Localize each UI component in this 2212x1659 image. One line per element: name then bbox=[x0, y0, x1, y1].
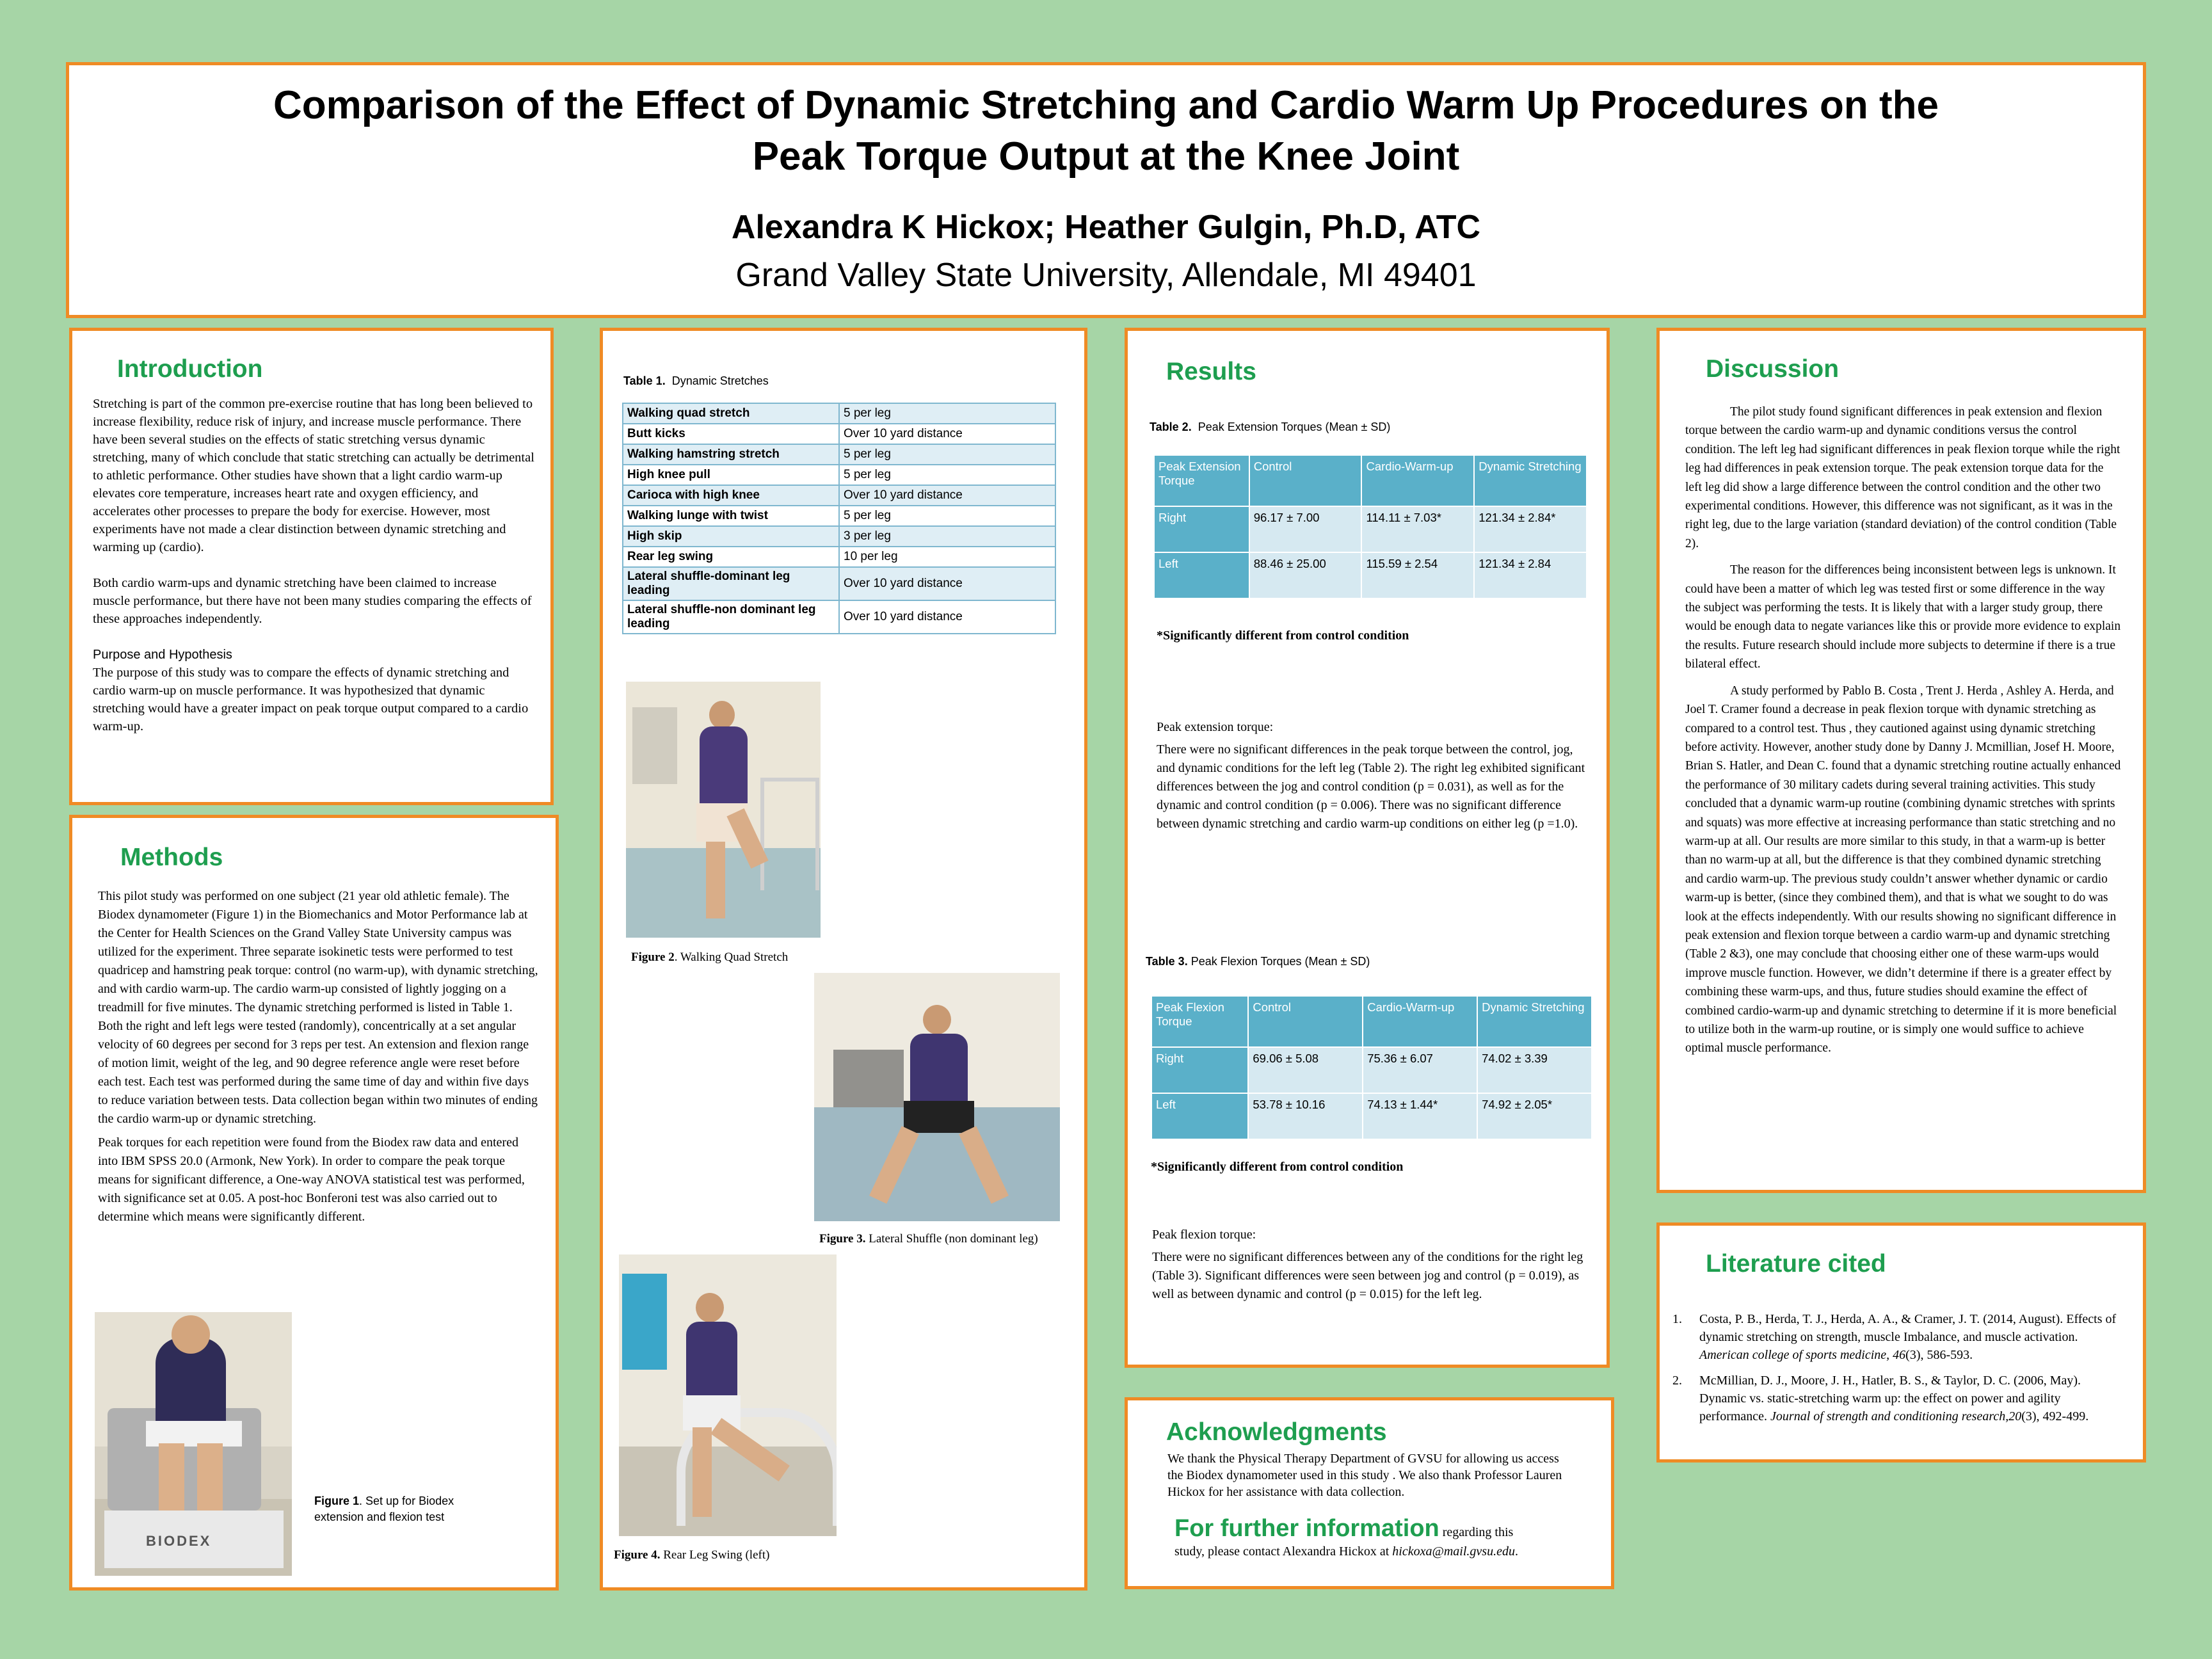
methods-panel bbox=[69, 815, 559, 1591]
methods-body bbox=[98, 887, 540, 1226]
literature-panel bbox=[1656, 1222, 2146, 1463]
figure-3-photo bbox=[814, 973, 1060, 1221]
further-info: For further information regarding this study, please contact Alexandra Hickox at hickoxa@mail.gvsu.edu. bbox=[1174, 1515, 1518, 1559]
table-row bbox=[1151, 1047, 1592, 1093]
figure-4-photo bbox=[619, 1254, 837, 1536]
stretch-name-cell: Walking hamstring stretch bbox=[623, 444, 839, 465]
poster-title bbox=[0, 80, 2212, 182]
table-1-row bbox=[623, 403, 1055, 424]
table-1-row bbox=[623, 485, 1055, 506]
authors: Alexandra K Hickox; Heather Gulgin, Ph.D, ATC bbox=[731, 209, 1481, 246]
stretch-name-cell: Rear leg swing bbox=[623, 547, 839, 567]
stretch-dose-cell: 3 per leg bbox=[839, 526, 1055, 547]
value-cell: 88.46 ± 25.00 bbox=[1249, 552, 1362, 598]
figure-4-caption: Figure 4. Rear Leg Swing (left) bbox=[614, 1548, 770, 1562]
table-header-cell: Cardio-Warm-up bbox=[1363, 996, 1477, 1047]
stretch-name-cell: Carioca with high knee bbox=[623, 485, 839, 506]
stretch-dose-cell: 5 per leg bbox=[839, 465, 1055, 485]
figure-2-photo bbox=[626, 682, 821, 938]
further-info-heading: For further information bbox=[1174, 1515, 1439, 1542]
stretch-dose-cell: Over 10 yard distance bbox=[839, 567, 1055, 600]
stretch-dose-cell: Over 10 yard distance bbox=[839, 485, 1055, 506]
reference-text: Costa, P. B., Herda, T. J., Herda, A. A., & Cramer, J. T. (2014, August). Effects of dynamic stretching on strength, muscle Imbalance, and muscle activation. bbox=[1699, 1312, 2117, 1344]
table-2-title: Table 2. Peak Extension Torques (Mean ± SD) bbox=[1150, 421, 1391, 433]
value-cell: 74.13 ± 1.44* bbox=[1363, 1093, 1477, 1139]
discussion-paragraph-2: The reason for the differences being inconsistent between legs is unknown. It could have been a matter of which leg was tested first or some difference in the way the subject was performing the tests. It is likely that with a larger study group, there would be enough data to negate variances like this or provide more evidence to explain the results. Future research should include more subjects to determine if there is a true bilateral effect. bbox=[1685, 563, 2121, 671]
extension-text: There were no significant differences in the peak torque between the control, jog, and dynamic conditions for the left leg (Table 2). The right leg exhibited significant differences between the jog and control condition (p = 0.031), as well as for the dynamic and control condition (p = 0.006). There was no significant difference between dynamic stretching and cardio warm-up conditions on either leg (p =1.0). bbox=[1157, 742, 1585, 831]
results-panel bbox=[1125, 328, 1610, 1368]
acknowledgments-heading: Acknowledgments bbox=[1166, 1418, 1387, 1446]
reference-number: 2. bbox=[1672, 1374, 1682, 1388]
table-row bbox=[1154, 506, 1587, 552]
table-header-cell: Dynamic Stretching bbox=[1474, 455, 1587, 506]
stretch-dose-cell: 5 per leg bbox=[839, 506, 1055, 526]
table-1-dynamic-stretches bbox=[622, 403, 1056, 634]
table-header-cell: Dynamic Stretching bbox=[1477, 996, 1592, 1047]
value-cell: 75.36 ± 6.07 bbox=[1363, 1047, 1477, 1093]
stretch-name-cell: High knee pull bbox=[623, 465, 839, 485]
table-row bbox=[1154, 552, 1587, 598]
stretch-dose-cell: 10 per leg bbox=[839, 547, 1055, 567]
flexion-results bbox=[1152, 1226, 1600, 1304]
stretch-dose-cell: 5 per leg bbox=[839, 403, 1055, 424]
reference-tail: (3), 586-593. bbox=[1905, 1348, 1973, 1362]
table-3-peak-flexion bbox=[1151, 995, 1592, 1140]
value-cell: 74.02 ± 3.39 bbox=[1477, 1047, 1592, 1093]
acknowledgments-text: We thank the Physical Therapy Department of GVSU for allowing us access the Biodex dynamometer used in this study . We also thank Professor Lauren Hickox for her assistance with data collection. bbox=[1167, 1452, 1562, 1499]
methods-paragraph-2: Peak torques for each repetition were found from the Biodex raw data and entered into IBM SPSS 20.0 (Armonk, New York). In order to compare the peak torque means for significant difference, a One-way ANOVA statistical test was performed, with significance set at 0.05. A post-hoc Bonferoni test was also carried out to determine which means were significantly different. bbox=[98, 1135, 525, 1224]
value-cell: 115.59 ± 2.54 bbox=[1361, 552, 1474, 598]
results-heading: Results bbox=[1166, 358, 1256, 385]
figures-panel bbox=[600, 328, 1087, 1591]
discussion-panel bbox=[1656, 328, 2146, 1193]
value-cell: 114.11 ± 7.03* bbox=[1361, 506, 1474, 552]
stretch-dose-cell: Over 10 yard distance bbox=[839, 600, 1055, 634]
table-1-row bbox=[623, 465, 1055, 485]
figure-3-caption: Figure 3. Lateral Shuffle (non dominant leg) bbox=[819, 1232, 1038, 1246]
value-cell: 69.06 ± 5.08 bbox=[1248, 1047, 1363, 1093]
significance-note-1: *Significantly different from control condition bbox=[1157, 629, 1409, 643]
discussion-heading: Discussion bbox=[1706, 355, 1839, 383]
title-line-1: Comparison of the Effect of Dynamic Stretching and Cardio Warm Up Procedures on the bbox=[273, 83, 1939, 127]
table-2-peak-extension bbox=[1153, 454, 1587, 599]
figure-2-caption: Figure 2. Walking Quad Stretch bbox=[631, 950, 789, 964]
methods-heading: Methods bbox=[120, 844, 223, 871]
affiliation: Grand Valley State University, Allendale, MI 49401 bbox=[735, 257, 1477, 294]
purpose-subheading: Purpose and Hypothesis bbox=[93, 648, 232, 662]
flexion-subheading: Peak flexion torque: bbox=[1152, 1228, 1256, 1242]
row-label-cell: Left bbox=[1151, 1093, 1248, 1139]
literature-heading: Literature cited bbox=[1706, 1250, 1886, 1278]
table-header-cell: Control bbox=[1249, 455, 1362, 506]
table-1-row bbox=[623, 506, 1055, 526]
figure-1-photo bbox=[95, 1312, 292, 1576]
introduction-body bbox=[93, 395, 534, 735]
table-1-row bbox=[623, 600, 1055, 634]
discussion-paragraph-3: A study performed by Pablo B. Costa , Trent J. Herda , Ashley A. Herda, and Joel T. Cramer found a decrease in peak flexion torque with dynamic stretching as compared to a control test. Thus , they cautioned against using dynamic stretching before activity. However, another study done by Danny J. Mcmillian, Josef H. Moore, Brian S. Hatler, and Dean C. found that a dynamic stretching routine actually enhanced the performance of 30 military cadets during several training activities. This study concluded that a dynamic warm-up routine (combining dynamic stretches with sprints and squats) was more effective at increasing performance than static stretching and no warm-up at all. Our results are more similar to this study, in that a warm-up is better than no warm-up at all, but the difference is that they combined dynamic stretching and cardio warm-up. The previous study couldn’t answer whether dynamic or cardio warm-up is better, (since they combined them), and that is what we sought to do was look at the effects independently. With our results showing no significant difference in peak extension and flexion torque between a cardio warm-up and dynamic stretching (Table 2 &3), one may conclude that choosing either one of these warm-ups would improve muscle function. However, we didn’t determine if there is a greater effect by combining these warm-ups, and thus, future studies should examine the effect of combined cardio-warm-up and dynamic stretching to determine if it is more beneficial to utilize both in the warm-up routine, or is simply one would suffice to achieve optimal muscle performance. bbox=[1685, 684, 2121, 1055]
introduction-panel bbox=[69, 328, 554, 805]
value-cell: 121.34 ± 2.84* bbox=[1474, 506, 1587, 552]
stretch-name-cell: Lateral shuffle-dominant leg leading bbox=[623, 567, 839, 600]
table-1-row bbox=[623, 547, 1055, 567]
table-1-row bbox=[623, 526, 1055, 547]
table-header-cell: Cardio-Warm-up bbox=[1361, 455, 1474, 506]
table-row bbox=[1151, 1093, 1592, 1139]
reference-item bbox=[1672, 1310, 2120, 1364]
table-header-cell: Peak Flexion Torque bbox=[1151, 996, 1248, 1047]
discussion-paragraph-1: The pilot study found significant differences in peak extension and flexion torque between the cardio warm-up and dynamic conditions versus the control condition. The left leg had significant differences in peak flexion torque while the right leg had differences in peak extension torque. The peak extension torque data for the left leg did show a large difference between the control condition and the other two experimental conditions. However, this difference was not significant, as it was in the right leg, due to the large variation (standard deviation) of the control condition (Table 2). bbox=[1685, 405, 2120, 550]
contact-email-link[interactable]: hickoxa@mail.gvsu.edu bbox=[1392, 1544, 1515, 1559]
table-1-row bbox=[623, 444, 1055, 465]
stretch-name-cell: Lateral shuffle-non dominant leg leading bbox=[623, 600, 839, 634]
stretch-name-cell: Walking quad stretch bbox=[623, 403, 839, 424]
stretch-dose-cell: 5 per leg bbox=[839, 444, 1055, 465]
biodex-label: BIODEX bbox=[146, 1533, 212, 1549]
value-cell: 53.78 ± 10.16 bbox=[1248, 1093, 1363, 1139]
flexion-text: There were no significant differences between any of the conditions for the right leg (Table 3). Significant differences were seen between jog and control (p = 0.019), as well as between dynamic and control (p = 0.015) for the left leg. bbox=[1152, 1250, 1583, 1301]
reference-item bbox=[1672, 1372, 2120, 1425]
table-header-cell: Control bbox=[1248, 996, 1363, 1047]
row-label-cell: Right bbox=[1151, 1047, 1248, 1093]
value-cell: 96.17 ± 7.00 bbox=[1249, 506, 1362, 552]
intro-paragraph-2: Both cardio warm-ups and dynamic stretching have been claimed to increase muscle performance, but there have not been many studies comparing the effects of these approaches independently. bbox=[93, 576, 532, 626]
reference-list bbox=[1672, 1310, 2120, 1433]
row-label-cell: Left bbox=[1154, 552, 1249, 598]
methods-paragraph-1: This pilot study was performed on one subject (21 year old athletic female). The Biodex dynamometer (Figure 1) in the Biomechanics and Motor Performance lab at the Center for Health Sciences on the Grand Valley State University campus was utilized for the experiment. Three separate isokinetic tests were performed to test quadricep and hamstring peak torque: control (no warm-up), with dynamic stretching, and with cardio warm-up. The cardio warm-up consisted of lightly jogging on a treadmill for five minutes. The dynamic stretching performed is listed in Table 1. Both the right and left legs were tested (randomly), concentrically at a set angular velocity of 60 degrees per second for 3 reps per test. An extension and flexion range of motion limit, weight of the leg, and 90 degree reference angle were reset before each test. Each test was performed during the same time of day and within five days to reduce variation between tests. Data collection began within two minutes of ending the cardio warm-up or dynamic stretching. bbox=[98, 889, 538, 1126]
stretch-dose-cell: Over 10 yard distance bbox=[839, 424, 1055, 444]
extension-subheading: Peak extension torque: bbox=[1157, 720, 1274, 734]
reference-tail: (3), 492-499. bbox=[2021, 1409, 2089, 1423]
significance-note-2: *Significantly different from control condition bbox=[1151, 1160, 1404, 1174]
reference-journal: American college of sports medicine, 46 bbox=[1699, 1348, 1906, 1362]
stretch-name-cell: High skip bbox=[623, 526, 839, 547]
value-cell: 74.92 ± 2.05* bbox=[1477, 1093, 1592, 1139]
table-1-row bbox=[623, 424, 1055, 444]
discussion-body bbox=[1685, 403, 2122, 1058]
extension-results bbox=[1157, 718, 1592, 833]
stretch-name-cell: Walking lunge with twist bbox=[623, 506, 839, 526]
table-header-cell: Peak Extension Torque bbox=[1154, 455, 1249, 506]
stretch-name-cell: Butt kicks bbox=[623, 424, 839, 444]
table-1-title: Table 1. Dynamic Stretches bbox=[623, 374, 769, 387]
reference-number: 1. bbox=[1672, 1312, 1682, 1326]
figure-1-caption: Figure 1. Set up for Biodex extension and flexion test bbox=[314, 1495, 454, 1523]
table-3-title: Table 3. Peak Flexion Torques (Mean ± SD) bbox=[1146, 955, 1370, 968]
acknowledgments-panel bbox=[1125, 1397, 1614, 1589]
intro-paragraph-3: The purpose of this study was to compare the effects of dynamic stretching and cardio warm-up on muscle performance. It was hypothesized that dynamic stretching would have a greater impact on peak torque output compared to a cardio warm-up. bbox=[93, 666, 529, 733]
reference-journal: Journal of strength and conditioning research,20 bbox=[1770, 1409, 2022, 1423]
introduction-heading: Introduction bbox=[117, 355, 263, 383]
intro-paragraph-1: Stretching is part of the common pre-exercise routine that has long been believed to increase flexibility, reduce risk of injury, and increase muscle performance. There have been several studies on the effects of static stretching versus dynamic stretching, many of which conclude that static stretching can actually be detrimental to athletic performance. Other studies have shown that a light cardio warm-up elevates core temperature, increases heart rate and oxygen efficiency, and accelerates other processes to prepare the body for exercise. However, most experiments have not made a clear distinction between dynamic stretching and warming up (cardio). bbox=[93, 397, 534, 554]
title-line-2: Peak Torque Output at the Knee Joint bbox=[752, 134, 1460, 179]
value-cell: 121.34 ± 2.84 bbox=[1474, 552, 1587, 598]
table-1-row bbox=[623, 567, 1055, 600]
row-label-cell: Right bbox=[1154, 506, 1249, 552]
reference-text: McMillian, D. J., Moore, J. H., Hatler, B. S., & Taylor, D. C. (2006, May). Dynamic vs. static-stretching warm up: the effect on power and agility performance. bbox=[1699, 1374, 2081, 1423]
